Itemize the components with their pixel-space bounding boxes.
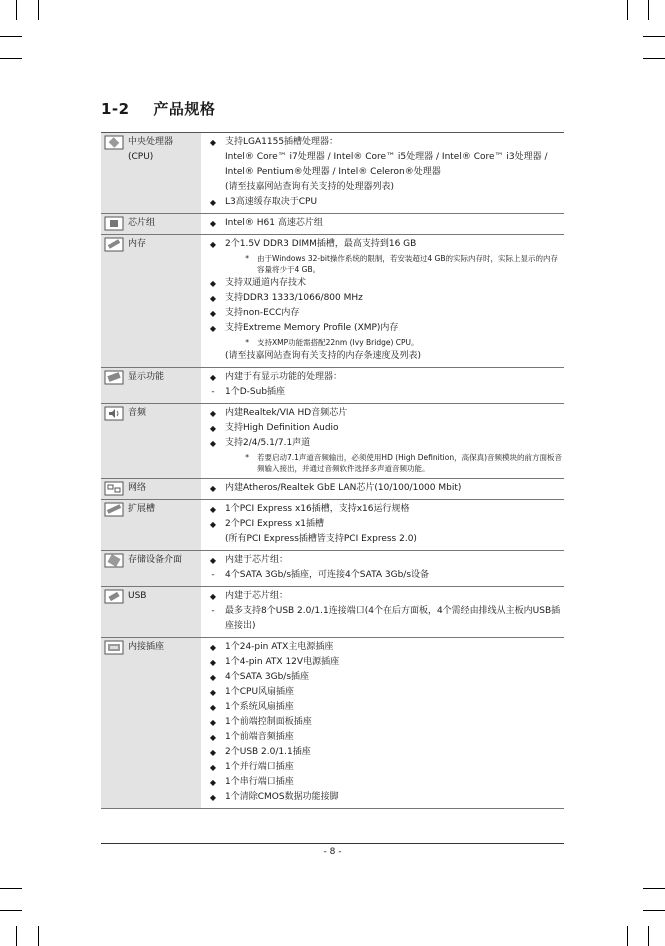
spec-row	[101, 479, 564, 500]
bullet-marker: ◆	[209, 718, 217, 727]
memory-icon	[104, 237, 124, 252]
bullet-marker: ◆	[209, 279, 217, 288]
spec-item-note	[201, 337, 564, 348]
spec-item-text: 1个D-Sub插座	[225, 387, 286, 397]
bullet-marker: ◆	[209, 520, 217, 529]
spec-item-text: 支持High Definition Audio	[225, 423, 339, 433]
spec-category-label: 内存	[128, 239, 147, 249]
spec-item-text: 支持non-ECC内存	[225, 308, 300, 318]
spec-detail-cell	[201, 587, 564, 638]
spec-category-label: 芯片组	[128, 218, 156, 228]
note-marker: *	[245, 338, 249, 347]
spec-category-cell	[101, 479, 201, 500]
display-icon	[104, 370, 124, 385]
bullet-marker: ◆	[209, 424, 217, 433]
spec-item-bullet	[201, 685, 564, 700]
spec-category-cell	[101, 235, 201, 368]
spec-item-text: (请至技嘉网站查询有关支持的内存条速度及列表)	[225, 351, 422, 361]
spec-item-text: 支持2/4/5.1/7.1声道	[225, 438, 311, 448]
spec-category-cell	[101, 214, 201, 235]
spec-item-bullet	[201, 481, 564, 496]
storage-icon	[104, 553, 124, 568]
spec-item-text: 1个前端音频插座	[225, 732, 294, 742]
bullet-marker: ◆	[209, 505, 217, 514]
spec-item-bullet	[201, 291, 564, 306]
spec-item-text: 1个清除CMOS数据功能接脚	[225, 792, 339, 802]
spec-item-text: (请至技嘉网站查询有关支持的处理器列表)	[225, 182, 395, 192]
spec-category-label: 网络	[128, 483, 147, 493]
spec-item-bullet	[201, 421, 564, 436]
spec-item-text: 内建于芯片组：	[225, 591, 289, 601]
spec-item-bullet	[201, 655, 564, 670]
spec-item-dash	[201, 604, 564, 634]
spec-item-text: 支持XMP功能需搭配22nm (Ivy Bridge) CPU。	[257, 338, 419, 347]
spec-detail-cell	[201, 235, 564, 368]
note-marker: *	[245, 254, 249, 263]
spec-item-text: 若要启动7.1声道音频输出，必须使用HD (High Definition，高保真)音频模块的前方面板音频输入接出，并通过音频软件选择多声道音频功能。	[257, 453, 563, 473]
spec-item-bullet	[201, 370, 564, 385]
spec-item-text: 4个SATA 3Gb/s插座，可连接4个SATA 3Gb/s设备	[225, 570, 430, 580]
spec-category-label: 存储设备介面	[128, 555, 183, 565]
spec-row	[101, 638, 564, 809]
spec-row	[101, 235, 564, 368]
usb-icon	[104, 589, 124, 604]
spec-item-bullet	[201, 276, 564, 291]
spec-item-bullet	[201, 670, 564, 685]
spec-row	[101, 133, 564, 214]
bullet-marker: ◆	[209, 439, 217, 448]
spec-category-cell	[101, 587, 201, 638]
spec-item-continuation	[201, 150, 564, 165]
bullet-marker: ◆	[209, 688, 217, 697]
spec-item-bullet	[201, 640, 564, 655]
spec-item-text: 支持LGA1155插槽处理器：	[225, 137, 339, 147]
footer-divider	[101, 843, 564, 844]
spec-item-text: 支持Extreme Memory Profile (XMP)内存	[225, 323, 399, 333]
spec-item-bullet	[201, 745, 564, 760]
spec-item-bullet	[201, 715, 564, 730]
spec-item-bullet	[201, 760, 564, 775]
spec-category-cell	[101, 404, 201, 479]
spec-item-bullet	[201, 730, 564, 745]
spec-detail-cell	[201, 479, 564, 500]
bullet-marker: ◆	[209, 138, 217, 147]
bullet-marker: ◆	[209, 673, 217, 682]
dash-marker: -	[211, 570, 215, 580]
bullet-marker: ◆	[209, 592, 217, 601]
spec-row	[101, 368, 564, 404]
spec-item-text: 内建于芯片组：	[225, 555, 289, 565]
spec-item-bullet	[201, 237, 564, 252]
bullet-marker: ◆	[209, 409, 217, 418]
bullet-marker: ◆	[209, 309, 217, 318]
spec-category-cell	[101, 551, 201, 587]
spec-item-text: 内建于有显示功能的处理器：	[225, 372, 343, 382]
spec-item-text: 2个1.5V DDR3 DIMM插槽，最高支持到16 GB	[225, 239, 417, 249]
spec-detail-cell	[201, 551, 564, 587]
spec-detail-cell	[201, 133, 564, 214]
spec-category-cell	[101, 638, 201, 809]
lan-icon	[104, 481, 124, 496]
spec-item-text: 1个PCI Express x16插槽，支持x16运行规格	[225, 504, 410, 514]
spec-detail-cell	[201, 638, 564, 809]
spec-item-text: Intel® H61 高速芯片组	[225, 218, 323, 228]
spec-item-text: 内建Realtek/VIA HD音频芯片	[225, 408, 348, 418]
spec-item-dash	[201, 568, 564, 583]
bullet-marker: ◆	[209, 733, 217, 742]
bullet-marker: ◆	[209, 484, 217, 493]
spec-item-text: 4个SATA 3Gb/s插座	[225, 672, 310, 682]
spec-item-text: 1个串行端口插座	[225, 777, 294, 787]
bullet-marker: ◆	[209, 219, 217, 228]
spec-item-text: 1个并行端口插座	[225, 762, 294, 772]
note-marker: *	[245, 453, 249, 462]
spec-item-text: (所有PCI Express插槽皆支持PCI Express 2.0)	[225, 534, 417, 544]
expansion-icon	[104, 502, 124, 517]
spec-item-text: 1个CPU风扇插座	[225, 687, 295, 697]
cpu-icon	[104, 135, 124, 150]
spec-item-text: 支持双通道内存技术	[225, 278, 307, 288]
dash-marker: -	[211, 387, 215, 397]
spec-item-bullet	[201, 321, 564, 336]
spec-category-label: 扩展槽	[128, 504, 156, 514]
spec-item-text: Intel® Core™ i7处理器 / Intel® Core™ i5处理器 / Intel® Core™ i3处理器 /	[225, 152, 548, 162]
spec-item-bullet	[201, 406, 564, 421]
spec-category-label: USB	[128, 591, 147, 601]
bullet-marker: ◆	[209, 324, 217, 333]
spec-item-note	[201, 452, 564, 474]
section-number: 1-2	[101, 100, 130, 118]
spec-item-text: 1个24-pin ATX主电源插座	[225, 642, 334, 652]
bullet-marker: ◆	[209, 748, 217, 757]
spec-category-label: 音频	[128, 408, 147, 418]
connector-icon	[104, 640, 124, 655]
spec-item-bullet	[201, 216, 564, 231]
spec-item-bullet	[201, 135, 564, 150]
spec-item-text: Intel® Pentium®处理器 / Intel® Celeron®处理器	[225, 167, 441, 177]
spec-item-text: 1个系统风扇插座	[225, 702, 294, 712]
spec-item-text: 支持DDR3 1333/1066/800 MHz	[225, 293, 363, 303]
spec-row	[101, 214, 564, 235]
bullet-marker: ◆	[209, 778, 217, 787]
spec-item-continuation	[201, 165, 564, 180]
bullet-marker: ◆	[209, 556, 217, 565]
spec-row	[101, 551, 564, 587]
bullet-marker: ◆	[209, 658, 217, 667]
audio-icon	[104, 406, 124, 421]
section-title	[101, 98, 215, 119]
spec-detail-cell	[201, 500, 564, 551]
spec-category-cell	[101, 500, 201, 551]
spec-item-bullet	[201, 517, 564, 532]
spec-row	[101, 500, 564, 551]
spec-item-bullet	[201, 436, 564, 451]
spec-category-cell	[101, 368, 201, 404]
spec-table	[101, 132, 564, 809]
spec-item-text: 1个4-pin ATX 12V电源插座	[225, 657, 340, 667]
bullet-marker: ◆	[209, 703, 217, 712]
spec-category-label: 内接插座	[128, 642, 165, 652]
spec-detail-cell	[201, 368, 564, 404]
spec-item-note	[201, 253, 564, 275]
bullet-marker: ◆	[209, 294, 217, 303]
spec-item-bullet	[201, 790, 564, 805]
bullet-marker: ◆	[209, 240, 217, 249]
section-heading: 产品规格	[153, 100, 216, 118]
spec-item-bullet	[201, 195, 564, 210]
spec-detail-cell	[201, 404, 564, 479]
spec-item-dash	[201, 385, 564, 400]
spec-item-bullet	[201, 502, 564, 517]
spec-item-text: 由于Windows 32-bit操作系统的限制，若安装超过4 GB的实际内存时，实际上显示的内存容量将少于4 GB。	[257, 254, 559, 274]
spec-row	[101, 587, 564, 638]
bullet-marker: ◆	[209, 643, 217, 652]
spec-item-bullet	[201, 700, 564, 715]
spec-item-continuation	[201, 180, 564, 195]
spec-item-bullet	[201, 775, 564, 790]
spec-category-label: 中央处理器 (CPU)	[128, 137, 174, 162]
spec-item-bullet	[201, 553, 564, 568]
spec-row	[101, 404, 564, 479]
dash-marker: -	[211, 606, 215, 616]
bullet-marker: ◆	[209, 763, 217, 772]
spec-item-text: 2个PCI Express x1插槽	[225, 519, 325, 529]
bullet-marker: ◆	[209, 793, 217, 802]
spec-item-continuation	[201, 349, 564, 364]
spec-item-text: 内建Atheros/Realtek GbE LAN芯片(10/100/1000 Mbit)	[225, 483, 462, 493]
spec-item-bullet	[201, 589, 564, 604]
spec-item-bullet	[201, 306, 564, 321]
bullet-marker: ◆	[209, 198, 217, 207]
bullet-marker: ◆	[209, 373, 217, 382]
spec-category-label: 显示功能	[128, 372, 165, 382]
spec-item-text: 最多支持8个USB 2.0/1.1连接端口(4个在后方面板，4个需经由排线从主板内USB插座接出)	[225, 606, 561, 631]
spec-detail-cell	[201, 214, 564, 235]
spec-category-cell	[101, 133, 201, 214]
spec-item-text: L3高速缓存取决于CPU	[225, 197, 318, 207]
spec-item-continuation	[201, 532, 564, 547]
spec-item-text: 1个前端控制面板插座	[225, 717, 312, 727]
spec-item-text: 2个USB 2.0/1.1插座	[225, 747, 311, 757]
chipset-icon	[104, 216, 124, 231]
page-number: - 8 -	[323, 847, 342, 857]
